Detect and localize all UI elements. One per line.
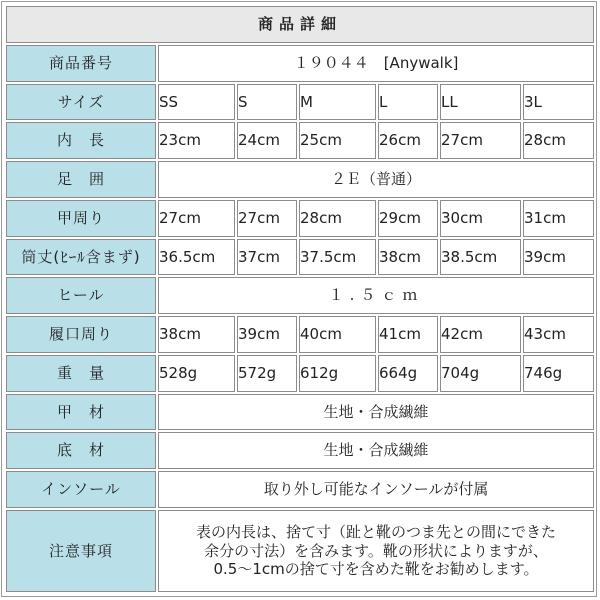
opening-row — [6, 316, 594, 353]
upper-material-value: 生地・合成繊維 — [158, 394, 594, 431]
weight-cell: 528g — [158, 355, 235, 392]
opening-cell: 38cm — [158, 316, 235, 353]
size-cell: 3L — [523, 84, 594, 121]
size-row — [6, 84, 594, 121]
inner-length-cell: 25cm — [299, 122, 376, 159]
inner-length-row — [6, 122, 594, 159]
size-cell: L — [378, 84, 438, 121]
instep-cell: 30cm — [440, 200, 521, 237]
sole-material-label: 底 材 — [6, 432, 156, 469]
shaft-height-cell: 38cm — [378, 239, 438, 276]
notes-row — [6, 510, 594, 592]
instep-cell: 27cm — [158, 200, 235, 237]
instep-cell: 31cm — [523, 200, 594, 237]
weight-label: 重 量 — [6, 355, 156, 392]
inner-length-cell: 23cm — [158, 122, 235, 159]
heel-row — [6, 277, 594, 314]
insole-row — [6, 471, 594, 508]
sole-material-value: 生地・合成繊維 — [158, 432, 594, 469]
size-cell: M — [299, 84, 376, 121]
table-title: 商品詳細 — [6, 6, 594, 43]
shaft-height-cell: 36.5cm — [158, 239, 235, 276]
instep-label: 甲周り — [6, 200, 156, 237]
size-cell: S — [237, 84, 297, 121]
weight-cell: 664g — [378, 355, 438, 392]
insole-value: 取り外し可能なインソールが付属 — [158, 471, 594, 508]
instep-cell: 28cm — [299, 200, 376, 237]
shaft-height-cell: 38.5cm — [440, 239, 521, 276]
shaft-height-cell: 37.5cm — [299, 239, 376, 276]
sole-material-row — [6, 432, 594, 469]
inner-length-label: 内 長 — [6, 122, 156, 159]
size-cell: SS — [158, 84, 235, 121]
size-label: サイズ — [6, 84, 156, 121]
foot-width-label: 足 囲 — [6, 161, 156, 198]
shaft-height-cell: 39cm — [523, 239, 594, 276]
shaft-height-row — [6, 239, 594, 276]
notes-line: 表の内長は、捨て寸（趾と靴のつま先との間にできた — [196, 522, 557, 541]
title-row — [6, 6, 594, 43]
shaft-height-cell: 37cm — [237, 239, 297, 276]
product-number-row — [6, 45, 594, 82]
notes-line: 余分の寸法）を含みます。靴の形状によりますが、 — [204, 541, 548, 560]
instep-cell: 27cm — [237, 200, 297, 237]
product-number-value: １９０４４ [Anywalk] — [158, 45, 594, 82]
instep-cell: 29cm — [378, 200, 438, 237]
product-detail-panel — [1, 1, 597, 597]
insole-label: インソール — [6, 471, 156, 508]
notes-line: 0.5～1cmの捨て寸を含めた靴をお勧めします。 — [213, 560, 539, 579]
opening-cell: 39cm — [237, 316, 297, 353]
heel-label: ヒール — [6, 277, 156, 314]
product-spec-table — [4, 4, 596, 594]
shaft-height-label: 筒丈(ﾋｰﾙ含まず) — [6, 239, 156, 276]
inner-length-cell: 24cm — [237, 122, 297, 159]
size-cell: LL — [440, 84, 521, 121]
inner-length-cell: 27cm — [440, 122, 521, 159]
product-number-label: 商品番号 — [6, 45, 156, 82]
opening-cell: 42cm — [440, 316, 521, 353]
opening-label: 履口周り — [6, 316, 156, 353]
weight-row — [6, 355, 594, 392]
opening-cell: 41cm — [378, 316, 438, 353]
notes-text — [158, 510, 594, 592]
weight-cell: 746g — [523, 355, 594, 392]
upper-material-row — [6, 394, 594, 431]
inner-length-cell: 26cm — [378, 122, 438, 159]
weight-cell: 572g — [237, 355, 297, 392]
opening-cell: 43cm — [523, 316, 594, 353]
inner-length-cell: 28cm — [523, 122, 594, 159]
upper-material-label: 甲 材 — [6, 394, 156, 431]
heel-value: １.５ｃｍ — [158, 277, 594, 314]
instep-row — [6, 200, 594, 237]
opening-cell: 40cm — [299, 316, 376, 353]
notes-label: 注意事項 — [6, 510, 156, 592]
foot-width-value: ２Ｅ（普通） — [158, 161, 594, 198]
weight-cell: 612g — [299, 355, 376, 392]
foot-width-row — [6, 161, 594, 198]
weight-cell: 704g — [440, 355, 521, 392]
